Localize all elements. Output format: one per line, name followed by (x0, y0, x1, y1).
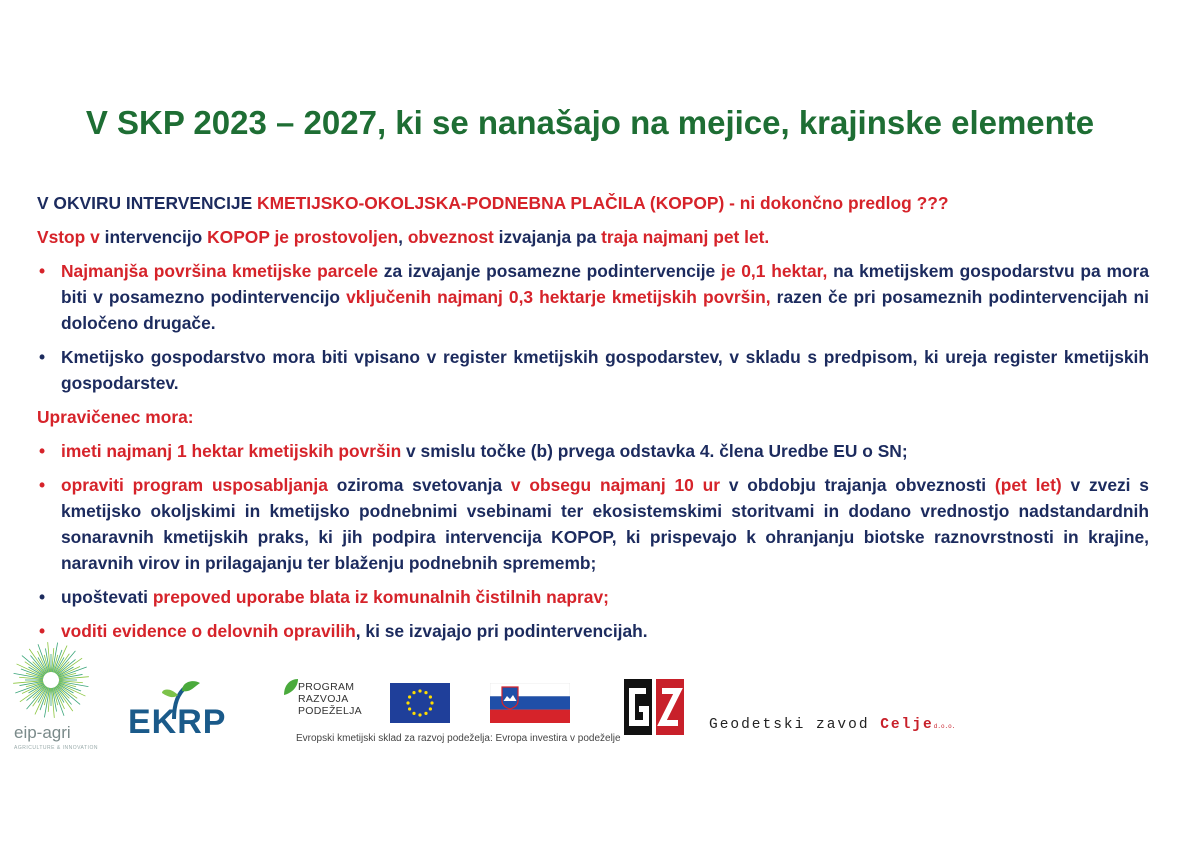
bullet-icon: • (39, 621, 46, 641)
eu-funding-caption: Evropski kmetijski sklad za razvoj podeželja: Evropa investira v podeželje (296, 733, 621, 744)
text-run: opraviti program usposabljanja (61, 475, 337, 495)
document-body (37, 190, 1149, 652)
bullet-icon: • (39, 261, 46, 281)
text-run: , (398, 227, 408, 247)
paragraph (37, 190, 1149, 216)
text-run: izvajanja pa (498, 227, 602, 247)
text-run: v smislu točke (b) prvega odstavka 4. člena Uredbe EU o SN; (406, 441, 908, 461)
paragraph (37, 404, 1149, 430)
text-run: voditi evidence o delovnih opravilih (61, 621, 356, 641)
bullet-item (37, 584, 1149, 610)
ekrp-logo-text: EKRP (128, 703, 227, 741)
paragraph (37, 224, 1149, 250)
text-run: v obdobju trajanja obveznosti (728, 475, 995, 495)
bullet-icon: • (39, 347, 46, 367)
text-run: obveznost (407, 227, 499, 247)
text-run: v obsegu najmanj 10 ur (510, 475, 729, 495)
bullet-icon: • (39, 475, 46, 495)
text-run: traja najmanj pet let. (601, 227, 770, 247)
bullet-item (37, 438, 1149, 464)
text-run: Upravičenec mora: (37, 407, 194, 427)
gz-company-name: Geodetski zavod Celjed.o.o. (709, 717, 956, 733)
eu-flag-icon (390, 683, 450, 723)
bullet-item (37, 258, 1149, 336)
bullet-item (37, 472, 1149, 576)
text-run: za izvajanje posamezne podintervencije (383, 261, 721, 281)
text-run: (pet let) (994, 475, 1071, 495)
bullet-icon: • (39, 587, 46, 607)
text-run: vključenih najmanj 0,3 hektarje kmetijskih površin, (346, 287, 777, 307)
text-run: oziroma svetovanja (336, 475, 511, 495)
text-run: , ki se izvajajo pri podintervencijah. (355, 621, 648, 641)
eip-agri-name: eip-agri (14, 723, 71, 742)
text-run: razen če pri posameznih podintervencijah ni določeno drugače. (61, 287, 1149, 333)
text-run: KMETIJSKO-OKOLJSKA-PODNEBNA PLAČILA (KOPOP) - ni dokončno predlog ??? (257, 193, 949, 213)
text-run: imeti najmanj 1 hektar kmetijskih površin (61, 441, 407, 461)
text-run: je 0,1 hektar, (720, 261, 834, 281)
eip-agri-subtitle: AGRICULTURE & INNOVATION (14, 745, 98, 751)
logo-strip (0, 635, 1193, 765)
bullet-icon: • (39, 441, 46, 461)
page-title: V SKP 2023 – 2027, ki se nanašajo na mejice, krajinske elemente (85, 104, 1095, 141)
text-run: KOPOP je prostovoljen (207, 227, 399, 247)
prp-logo-text: PROGRAM RAZVOJA PODEŽELJA (298, 681, 362, 717)
bullet-item (37, 344, 1149, 396)
text-run: na kmetijskem gospodarstvu pa mora biti v posamezno podintervencijo (61, 261, 1149, 307)
text-run: V OKVIRU INTERVENCIJE (37, 193, 258, 213)
slovenia-flag-icon (490, 683, 570, 723)
text-run: upoštevati (61, 587, 153, 607)
text-run: intervencijo (104, 227, 208, 247)
text-run: Kmetijsko gospodarstvo mora biti vpisano v register kmetijskih gospodarstev, v skladu s predpisom, ki ureja register kmetijskih gospodarstev. (61, 347, 1149, 393)
text-run: Najmanjša površina kmetijske parcele (61, 261, 384, 281)
text-run: Vstop v (37, 227, 105, 247)
gz-logo-icon (624, 679, 684, 735)
eip-agri-starburst-icon (8, 637, 94, 723)
text-run: v zvezi s kmetijsko okoljskimi in kmetijsko podnebnimi vsebinami ter ekosistemskimi storitvami in dodano vrednostjo nadstandardnih sonaravnih kmetijskih praks, ki jih podpira intervencija KOPOP, ki prispevajo k ohranjanju biotske raznovrstnosti in krajine, naravnih virov in prilagajanju ter blaženju podnebnih sprememb; (61, 475, 1149, 573)
text-run: prepoved uporabe blata iz komunalnih čistilnih naprav; (152, 587, 609, 607)
